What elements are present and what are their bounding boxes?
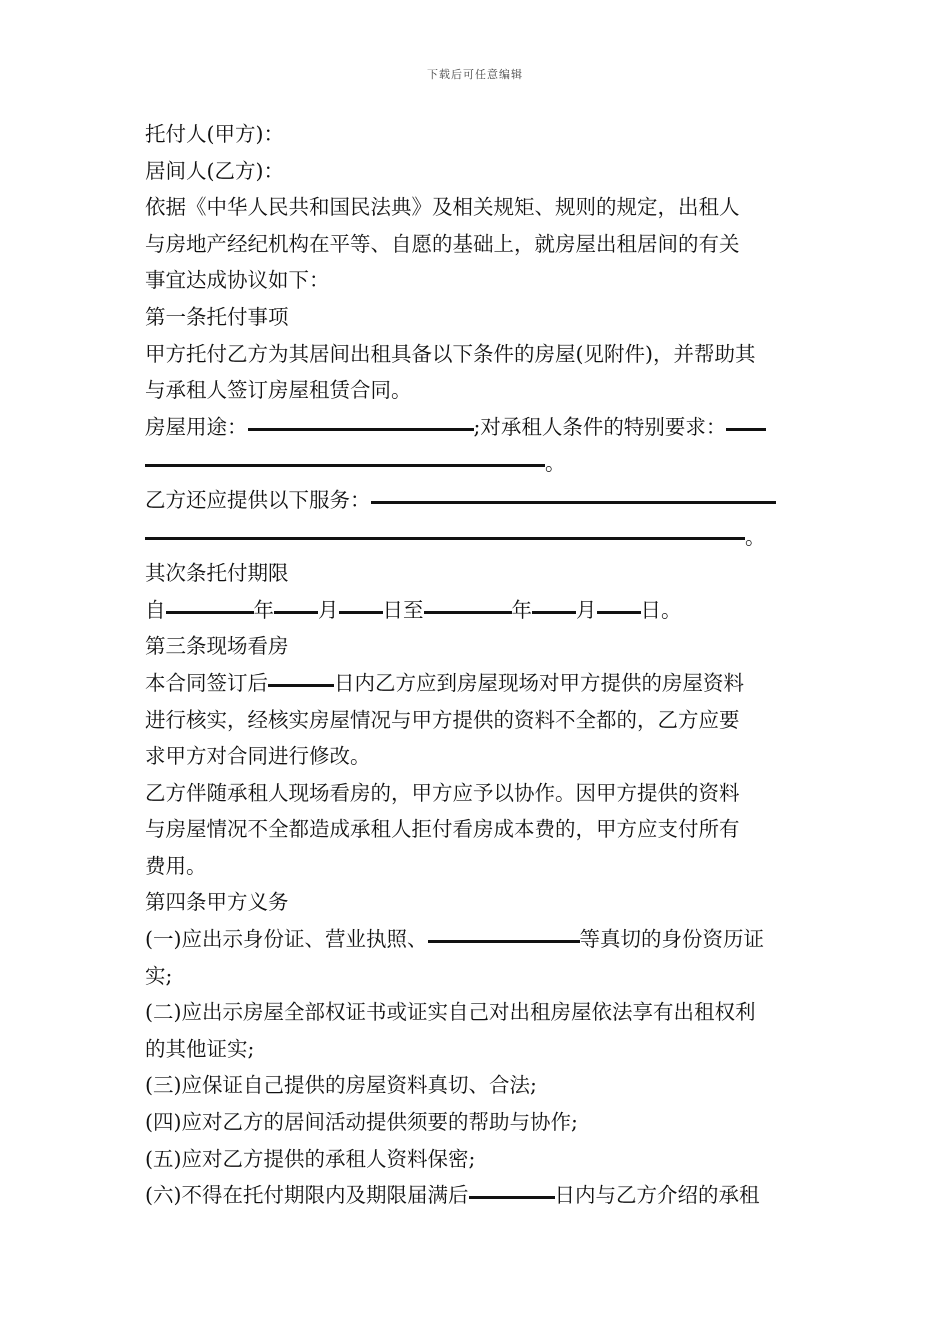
day-to-label: 日至: [382, 597, 424, 622]
post-term-days-blank[interactable]: [469, 1195, 555, 1199]
article-1-text: 甲方托付乙方为其居间出租具备以下条件的房屋(见附件)，并帮助其: [145, 341, 756, 366]
end-month-blank[interactable]: [532, 610, 576, 614]
house-use-label: 房屋用途：: [145, 414, 248, 439]
obligation-6-text: 日内与乙方介绍的承租: [554, 1183, 760, 1208]
article-3-text: 与房屋情况不全都造成承租人拒付看房成本费的，甲方应支付所有: [145, 817, 740, 842]
article-3-text: 求甲方对合同进行修改。: [145, 744, 371, 769]
obligation-6: [145, 1177, 805, 1214]
end-year-blank[interactable]: [424, 610, 512, 614]
obligation-4: (四)应对乙方的居间活动提供须要的帮助与协作;: [145, 1110, 578, 1135]
obligation-6-label: (六)不得在托付期限内及期限届满后: [145, 1183, 469, 1208]
contract-body: [145, 116, 805, 1214]
preamble-line: 事宜达成协议如下：: [145, 268, 330, 293]
start-month-blank[interactable]: [274, 610, 318, 614]
party-b-line: 居间人(乙方)：: [145, 158, 284, 183]
obligation-3: (三)应保证自己提供的房屋资料真切、合法;: [145, 1073, 537, 1098]
line-end-period: 。: [745, 524, 766, 549]
term-from-label: 自: [145, 597, 166, 622]
services-continuation: [145, 519, 805, 556]
article-3-text: 费用。: [145, 853, 207, 878]
signing-label: 本合同签订后: [145, 670, 268, 695]
page-header-note: 下载后可任意编辑: [427, 68, 523, 81]
tenant-requirement-blank[interactable]: [726, 427, 766, 431]
preamble-line: 与房地产经纪机构在平等、自愿的基础上，就房屋出租居间的有关: [145, 231, 740, 256]
article-1-title: 第一条托付事项: [145, 304, 289, 329]
obligation-1-text: 等真切的身份资历证: [579, 927, 764, 952]
inspection-text: 日内乙方应到房屋现场对甲方提供的房屋资料: [334, 670, 744, 695]
house-use-blank[interactable]: [248, 427, 474, 431]
obligation-1: [145, 921, 805, 958]
services-blank[interactable]: [371, 500, 776, 504]
obligation-1-cont: 实;: [145, 963, 173, 988]
article-3-title: 第三条现场看房: [145, 634, 289, 659]
services-label: 乙方还应提供以下服务：: [145, 487, 371, 512]
tenant-requirement-blank-continued[interactable]: [145, 463, 545, 467]
services-line: [145, 482, 805, 519]
year-label: 年: [511, 597, 532, 622]
article-2-title: 其次条托付期限: [145, 561, 289, 586]
identity-docs-blank[interactable]: [428, 939, 580, 943]
obligation-1-label: (一)应出示身份证、营业执照、: [145, 927, 428, 952]
day-end-label: 日。: [640, 597, 682, 622]
article-4-title: 第四条甲方义务: [145, 890, 289, 915]
line-end-period: 。: [545, 451, 566, 476]
month-label: 月: [318, 597, 339, 622]
tenant-requirement-label: ;对承租人条件的特别要求：: [473, 414, 727, 439]
inspection-days-blank[interactable]: [268, 683, 334, 687]
article-3-text: 进行核实，经核实房屋情况与甲方提供的资料不全都的，乙方应要: [145, 707, 740, 732]
start-day-blank[interactable]: [339, 610, 383, 614]
preamble-line: 依据《中华人民共和国民法典》及相关规矩、规则的规定，出租人: [145, 195, 740, 220]
house-use-line: [145, 409, 805, 446]
article-3-text: [145, 665, 805, 702]
obligation-5: (五)应对乙方提供的承租人资料保密;: [145, 1146, 476, 1171]
article-1-text: 与承租人签订房屋租赁合同。: [145, 378, 412, 403]
year-label: 年: [253, 597, 274, 622]
start-year-blank[interactable]: [166, 610, 254, 614]
obligation-2: (二)应出示房屋全部权证书或证实自己对出租房屋依法享有出租权利: [145, 1000, 756, 1025]
obligation-2-cont: 的其他证实;: [145, 1036, 255, 1061]
party-a-line: 托付人(甲方)：: [145, 122, 284, 146]
term-line: [145, 592, 805, 629]
month-label: 月: [576, 597, 597, 622]
services-blank-continued[interactable]: [145, 536, 745, 540]
article-3-text: 乙方伴随承租人现场看房的，甲方应予以协作。因甲方提供的资料: [145, 780, 740, 805]
house-use-continuation: [145, 445, 805, 482]
end-day-blank[interactable]: [597, 610, 641, 614]
